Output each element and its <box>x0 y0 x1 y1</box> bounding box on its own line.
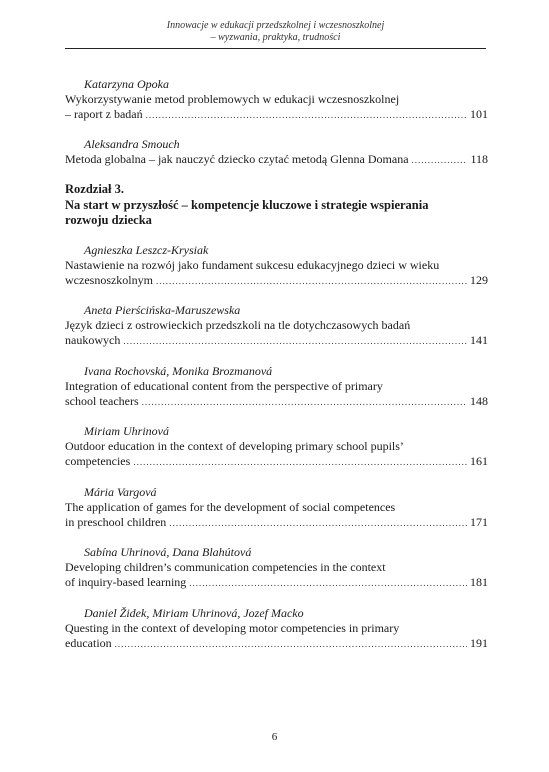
chapter-label: Rozdział 3. <box>65 182 125 196</box>
entry-author: Aleksandra Smouch <box>84 137 180 151</box>
entry-title-last-line: school teachers <box>65 394 139 408</box>
entry-title-last-line: naukowych <box>65 333 121 347</box>
leader-dots <box>156 274 467 289</box>
entry-title-line: Integration of educational content from the perspective of primary <box>65 379 383 393</box>
entry-page-number: 118 <box>470 152 488 166</box>
leader-dots <box>133 455 467 470</box>
leader-dots <box>142 395 467 410</box>
entry-leader-line[interactable] <box>65 333 488 349</box>
entry-leader-line[interactable] <box>65 152 488 168</box>
entry-author: Katarzyna Opoka <box>84 77 169 91</box>
leader-dots <box>123 334 467 349</box>
leader-dots <box>146 108 467 123</box>
entry-title-last-line: Metoda globalna – jak nauczyć dziecko czytać metodą Glenna Domana <box>65 152 409 166</box>
entry-title-line: Język dzieci z ostrowieckich przedszkoli na tle dotychczasowych badań <box>65 318 411 332</box>
page-number: 6 <box>271 731 278 743</box>
header-rule <box>65 48 486 49</box>
entry-leader-line[interactable] <box>65 394 488 410</box>
entry-author: Aneta Pierścińska-Maruszewska <box>84 303 241 317</box>
entry-author: Daniel Židek, Miriam Uhrinová, Jozef Macko <box>84 606 304 620</box>
entry-leader-line[interactable] <box>65 273 488 289</box>
leader-dots <box>412 153 468 168</box>
entry-author: Sabína Uhrinová, Dana Blahútová <box>84 545 252 559</box>
chapter-title-line-1: Na start w przyszłość – kompetencje kluczowe i strategie wspierania <box>65 197 429 212</box>
entry-page-number: 171 <box>470 515 488 529</box>
running-head <box>65 20 486 44</box>
running-head-line-1: Innowacje w edukacji przedszkolnej i wczesnoszkolnej <box>166 20 385 31</box>
entry-author: Mária Vargová <box>84 485 157 499</box>
entry-title-line: Outdoor education in the context of developing primary school pupils’ <box>65 439 404 453</box>
entry-title-last-line: competencies <box>65 454 131 468</box>
entry-page-number: 141 <box>470 333 488 347</box>
entry-page-number: 161 <box>470 454 488 468</box>
entry-leader-line[interactable] <box>65 575 488 591</box>
entry-title-line: The application of games for the development of social competences <box>65 500 396 514</box>
entry-page-number: 148 <box>470 394 488 408</box>
entry-leader-line[interactable] <box>65 107 488 123</box>
entry-page-number: 129 <box>470 273 488 287</box>
entry-title-last-line: of inquiry-based learning <box>65 575 187 589</box>
entry-title-last-line: – raport z badań <box>65 107 143 121</box>
entry-title-last-line: education <box>65 636 112 650</box>
leader-dots <box>169 516 467 531</box>
entry-title-last-line: wczesnoszkolnym <box>65 273 153 287</box>
chapter-title-line-2: rozwoju dziecka <box>65 213 152 227</box>
entry-author: Ivana Rochovská, Monika Brozmanová <box>84 364 273 378</box>
entry-author: Miriam Uhrinová <box>84 424 169 438</box>
leader-dots <box>115 637 467 652</box>
entry-page-number: 191 <box>470 636 488 650</box>
leader-dots <box>189 576 467 591</box>
entry-title-line: Wykorzystywanie metod problemowych w edukacji wczesnoszkolnej <box>65 92 400 106</box>
chapter-heading <box>65 182 488 229</box>
entry-title-line: Developing children’s communication competencies in the context <box>65 560 386 574</box>
running-head-line-2: – wyzwania, praktyka, trudności <box>210 32 341 43</box>
entry-title-last-line: in preschool children <box>65 515 167 529</box>
entry-title-line: Nastawienie na rozwój jako fundament sukcesu edukacyjnego dzieci w wieku <box>65 258 440 272</box>
entry-page-number: 181 <box>470 575 488 589</box>
entry-page-number: 101 <box>470 107 488 121</box>
entry-leader-line[interactable] <box>65 636 488 652</box>
entry-leader-line[interactable] <box>65 515 488 531</box>
entry-leader-line[interactable] <box>65 454 488 470</box>
entry-title-line: Questing in the context of developing motor competencies in primary <box>65 621 400 635</box>
entry-author: Agnieszka Leszcz-Krysiak <box>84 243 209 257</box>
